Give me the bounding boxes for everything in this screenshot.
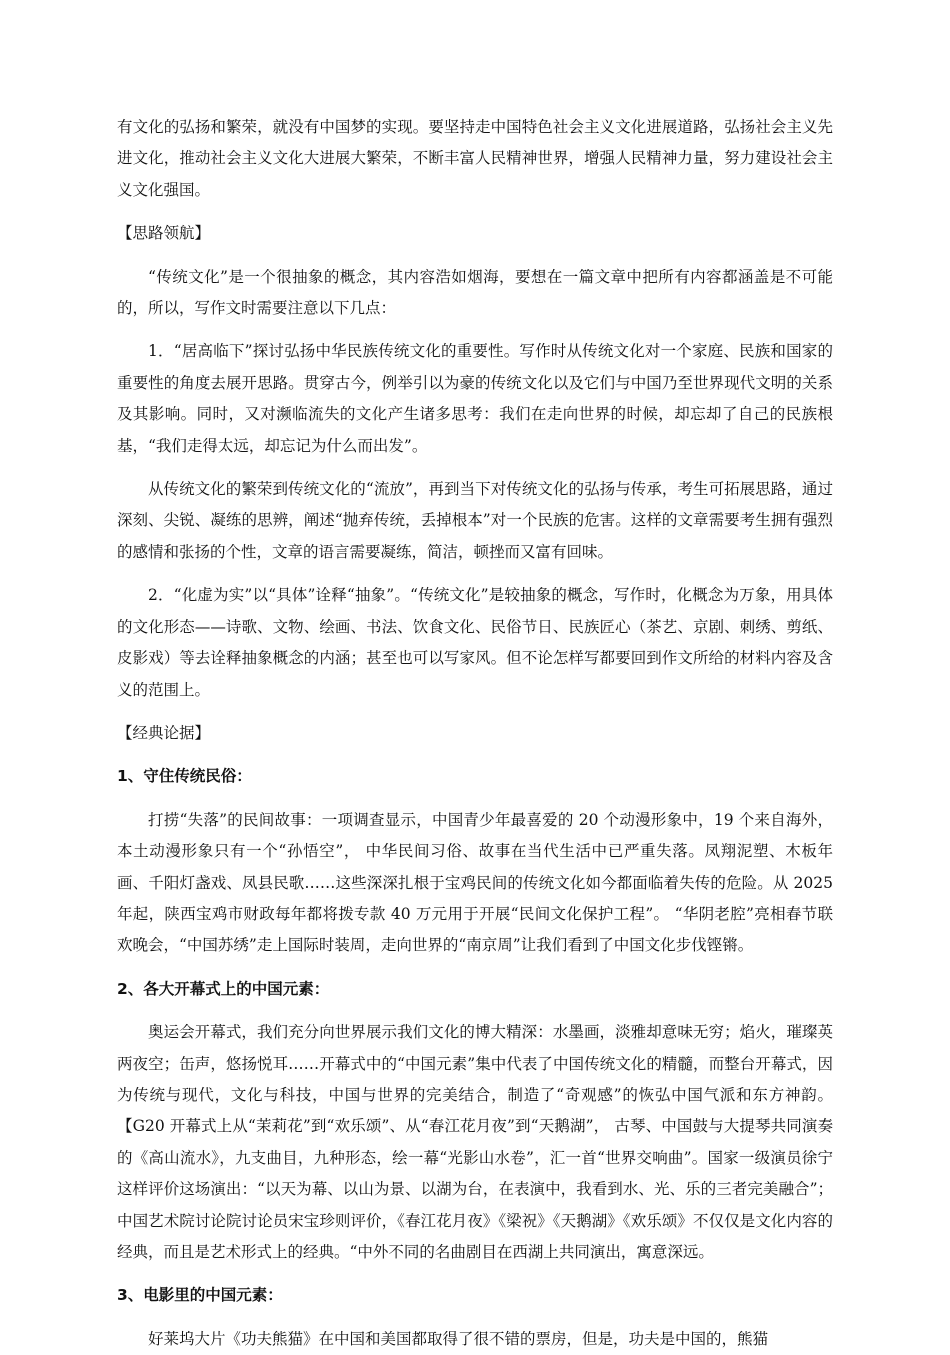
paragraph-opening-ceremonies: 奥运会开幕式，我们充分向世界展示我们文化的博大精深：水墨画，淡雅却意味无穷；焰火，璀璨英两夜空；缶声，悠扬悦耳……开幕式中的“中国元素”集中代表了中国传统文化的精髓，而整台开幕式，因为传统与现代，文化与科技，中国与世界的完美结合，制造了“奇观感”的恢弘中国气派和东方神韵。【G20 开幕式上从“茉莉花”到“欢乐颂”、从“春江花月夜”到“天鹅湖”， 古琴、中国鼓与大提琴共同演奏的《高山流水》，九支曲目，九种形态，绘一幕“光影山水卷”，汇一首“世界交响曲”。国家一级演员徐宁这样评价这场演出：“以天为幕、以山为景、以湖为台，在表演中，我看到水、光、乐的三者完美融合”；中国艺术院讨论院讨论员宋宝珍则评价，《春江花月夜》《梁祝》《天鹅湖》《欢乐颂》不仅仅是文化内容的经典，而且是艺术形式上的经典。“中外不同的名曲剧目在西湖上共同演出，寓意深远。 bbox=[117, 1023, 833, 1261]
paragraph-point-2: 2．“化虚为实”以“具体”诠释“抽象”。“传统文化”是较抽象的概念，写作时，化概念为万象，用具体的文化形态——诗歌、文物、绘画、书法、饮食文化、民俗节日、民族匠心（茶艺、京剧、刺绣、剪纸、皮影戏）等去诠释抽象概念的内涵；甚至也可以写家风。但不论怎样写都要回到作文所给的材料内容及含义的范围上。 bbox=[117, 586, 833, 699]
subheading-films: 3、电影里的中国元素： bbox=[117, 1286, 283, 1305]
paragraph-traditional-culture-concept: “传统文化”是一个很抽象的概念，其内容浩如烟海，要想在一篇文章中把所有内容都涵盖是不可能的，所以，写作文时需要注意以下几点： bbox=[117, 267, 833, 318]
paragraph-folk-customs: 打捞“失落”的民间故事：一项调查显示，中国青少年最喜爱的 20 个动漫形象中，19 个来自海外，本土动漫形象只有一个“孙悟空”， 中华民间习俗、故事在当代生活中已严重失落。凤翔泥塑、木板年画、千阳灯盏戏、凤县民歌……这些深深扎根于宝鸡民间的传统文化如今都面临着失传的危险。从 2025 年起，陕西宝鸡市财政每年都将拨专款 40 万元用于开展“民间文化保护工程”。 “华阴老腔”亮相春节联欢晚会，“中国苏绣”走上国际时装周，走向世界的“南京周”让我们看到了中国文化步伐铿锵。 bbox=[117, 810, 833, 955]
subheading-opening-ceremonies: 2、各大开幕式上的中国元素： bbox=[117, 979, 330, 998]
heading-classic-arguments: 【经典论据】 bbox=[117, 723, 211, 742]
paragraph-intro-continuation: 有文化的弘扬和繁荣，就没有中国梦的实现。要坚持走中国特色社会主义文化进展道路，弘扬社会主义先进文化，推动社会主义文化大进展大繁荣，不断丰富人民精神世界，增强人民精神力量，努力建设社会主义文化强国。 bbox=[117, 118, 833, 199]
paragraph-point-1-elaboration: 从传统文化的繁荣到传统文化的“流放”，再到当下对传统文化的弘扬与传承，考生可拓展思路，通过深刻、尖锐、凝练的思辨，阐述“抛弃传统，丢掉根本”对一个民族的危害。这样的文章需要考生拥有强烈的感情和张扬的个性，文章的语言需要凝练，简洁，顿挫而又富有回味。 bbox=[117, 480, 833, 561]
subheading-folk-customs: 1、守住传统民俗： bbox=[117, 767, 252, 786]
paragraph-point-1: 1．“居高临下”探讨弘扬中华民族传统文化的重要性。写作时从传统文化对一个家庭、民族和国家的重要性的角度去展开思路。贯穿古今，例举引以为豪的传统文化以及它们与中国乃至世界现代文明的关系及其影响。同时，又对濒临流失的文化产生诸多思考：我们在走向世界的时候，却忘却了自己的民族根基，“我们走得太远，却忘记为什么而出发”。 bbox=[117, 342, 833, 455]
paragraph-films: 好莱坞大片《功夫熊猫》在中国和美国都取得了很不错的票房，但是，功夫是中国的，熊猫 bbox=[148, 1329, 769, 1348]
document-page bbox=[117, 112, 833, 1355]
heading-thinking-guide: 【思路领航】 bbox=[117, 224, 211, 243]
